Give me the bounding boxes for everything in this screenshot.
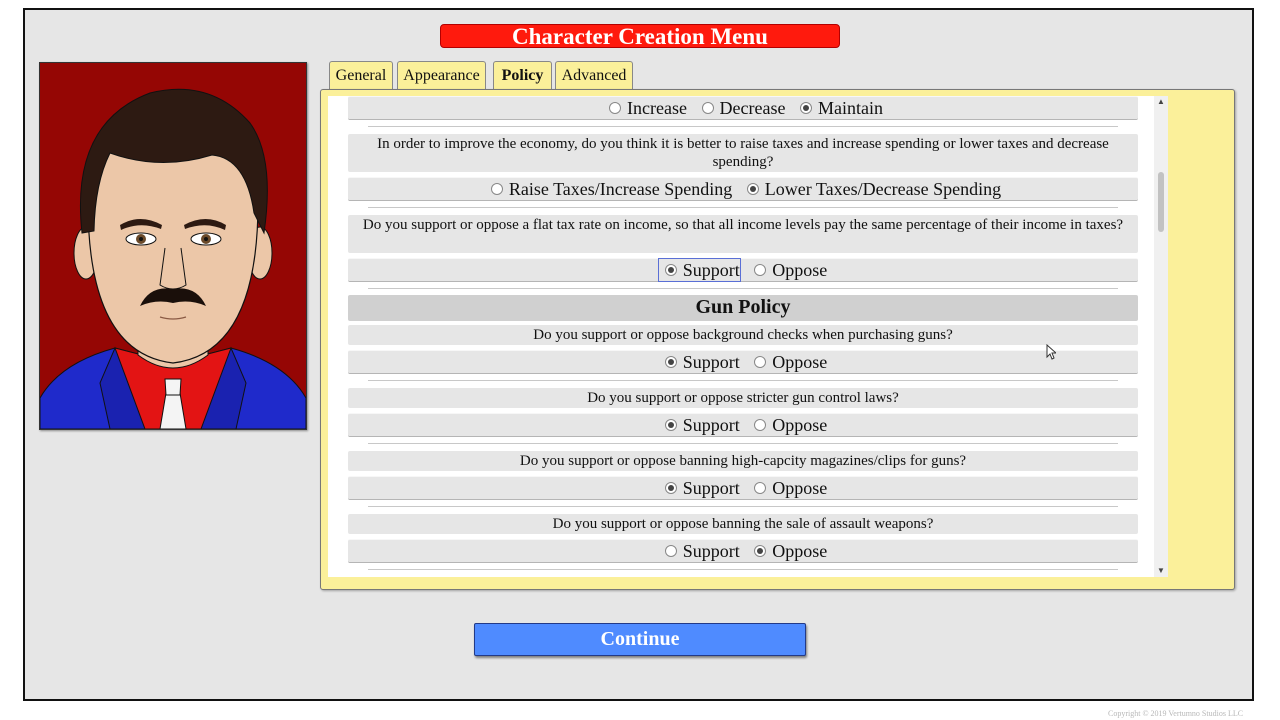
radio-button-icon[interactable] [754, 545, 766, 557]
option-support[interactable]: Support [659, 351, 740, 373]
option-row [348, 413, 1138, 437]
option-support[interactable]: Support [659, 477, 740, 499]
option-support[interactable]: Support [659, 414, 740, 436]
option-maintain[interactable]: Maintain [794, 97, 883, 119]
tab-advanced[interactable]: Advanced [555, 61, 633, 90]
page-title: Character Creation Menu [440, 24, 840, 48]
option-oppose[interactable]: Oppose [748, 351, 827, 373]
divider [368, 288, 1118, 289]
character-portrait [39, 62, 307, 430]
vertical-scrollbar[interactable] [1154, 96, 1168, 577]
option-row [348, 539, 1138, 563]
divider [368, 569, 1118, 570]
mouse-cursor-icon [1046, 344, 1056, 365]
divider [368, 126, 1118, 127]
policy-scroll-area[interactable] [328, 96, 1168, 577]
option-row [348, 258, 1138, 282]
option-support[interactable]: Support [659, 540, 740, 562]
radio-button-icon[interactable] [609, 102, 621, 114]
radio-button-icon[interactable] [491, 183, 503, 195]
option-oppose[interactable]: Oppose [748, 414, 827, 436]
question-text: Do you support or oppose banning the sale of assault weapons? [348, 514, 1138, 534]
option-row [348, 96, 1138, 120]
continue-button[interactable]: Continue [474, 623, 806, 656]
divider [368, 380, 1118, 381]
radio-button-icon[interactable] [665, 545, 677, 557]
copyright-text: Copyright © 2019 Vertumno Studios LLC [1108, 709, 1244, 718]
divider [368, 506, 1118, 507]
radio-button-icon[interactable] [665, 264, 677, 276]
radio-button-icon[interactable] [665, 482, 677, 494]
radio-button-icon[interactable] [754, 482, 766, 494]
option-oppose[interactable]: Oppose [748, 477, 827, 499]
option-raise-taxes[interactable]: Raise Taxes/Increase Spending [485, 178, 732, 200]
option-row [348, 177, 1138, 201]
radio-button-icon[interactable] [754, 264, 766, 276]
question-text: Do you support or oppose banning high-capcity magazines/clips for guns? [348, 451, 1138, 471]
radio-button-icon[interactable] [702, 102, 714, 114]
option-decrease[interactable]: Decrease [696, 97, 786, 119]
option-increase[interactable]: Increase [603, 97, 687, 119]
tab-appearance[interactable]: Appearance [397, 61, 486, 90]
option-support[interactable]: Support [659, 259, 740, 281]
scroll-down-arrow-icon[interactable]: ▼ [1157, 566, 1165, 575]
question-text: Do you support or oppose a flat tax rate on income, so that all income levels pay the same percentage of their income in taxes? [348, 215, 1138, 253]
option-oppose[interactable]: Oppose [748, 259, 827, 281]
radio-button-icon[interactable] [665, 419, 677, 431]
divider [368, 443, 1118, 444]
question-text: Do you support or oppose stricter gun control laws? [348, 388, 1138, 408]
scroll-up-arrow-icon[interactable]: ▲ [1157, 97, 1165, 106]
section-heading: Gun Policy [348, 295, 1138, 321]
tab-policy[interactable]: Policy [493, 61, 552, 91]
option-row [348, 350, 1138, 374]
radio-button-icon[interactable] [800, 102, 812, 114]
radio-button-icon[interactable] [754, 419, 766, 431]
option-row [348, 476, 1138, 500]
radio-button-icon[interactable] [754, 356, 766, 368]
tab-general[interactable]: General [329, 61, 393, 90]
option-oppose[interactable]: Oppose [748, 540, 827, 562]
option-lower-taxes[interactable]: Lower Taxes/Decrease Spending [741, 178, 1001, 200]
radio-button-icon[interactable] [665, 356, 677, 368]
radio-button-icon[interactable] [747, 183, 759, 195]
scrollbar-thumb[interactable] [1158, 172, 1164, 232]
divider [368, 207, 1118, 208]
question-text: In order to improve the economy, do you think it is better to raise taxes and increase spending or lower taxes and decrease spending? [348, 134, 1138, 172]
portrait-illustration [40, 63, 306, 429]
question-text: Do you support or oppose background checks when purchasing guns? [348, 325, 1138, 345]
